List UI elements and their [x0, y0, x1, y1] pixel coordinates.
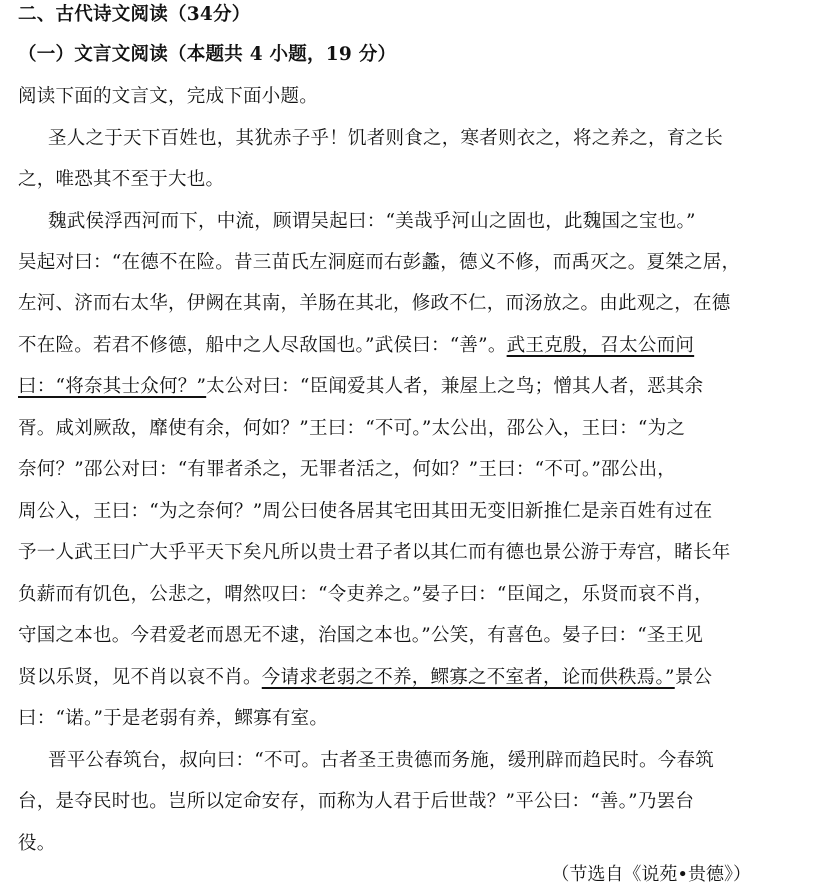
passage-line: 之，唯恐其不至于大也。 — [18, 169, 225, 190]
passage-line: 胥。咸刘厥敌，靡使有余，何如？”王曰：“不可。”太公出，邵公入，王曰：“为之 — [18, 418, 686, 439]
passage-segment: 不在险。若君不修德，船中之人尽敌国也。”武侯曰：“善”。 — [18, 335, 507, 356]
passage-line: 晋平公春筑台，叔向曰：“不可。古者圣王贵德而务施，缓刑辟而趋民时。今春筑 — [48, 750, 714, 771]
passage-line: 曰：“诺。”于是老弱有养，鳏寡有室。 — [18, 708, 329, 729]
underlined-sentence: 曰：“将奈其士众何？” — [18, 376, 207, 397]
passage-line: 役。 — [18, 833, 56, 854]
instruction-text: 阅读下面的文言文，完成下面小题。 — [18, 86, 319, 107]
passage-segment: 贤以乐贤，见不肖以哀不肖。 — [18, 667, 262, 688]
passage-line: 左河、济而右太华，伊阙在其南，羊肠在其北，修政不仁，而汤放之。由此观之，在德 — [18, 293, 731, 314]
passage-line: 圣人之于天下百姓也，其犹赤子乎！饥者则食之，寒者则衣之，将之养之，育之长 — [48, 128, 724, 149]
passage-line — [18, 374, 808, 400]
passage-line: 魏武侯浮西河而下，中流，顾谓吴起曰：“美哉乎河山之固也，此魏国之宝也。” — [48, 211, 696, 232]
source-citation: （节选自《说苑•贵德》） — [551, 864, 751, 885]
passage-segment: 太公对曰：“臣闻爱其人者，兼屋上之鸟；憎其人者，恶其余 — [206, 376, 704, 397]
passage-line: 守国之本也。今君爱老而恩无不逮，治国之本也。”公笑，有喜色。晏子曰：“圣王见 — [18, 625, 704, 646]
passage-line: 予一人武王曰广大乎平天下矣凡所以贵士君子者以其仁而有德也景公游于寿宫，睹长年 — [18, 542, 731, 563]
subsection-title: （一）文言文阅读（本题共 4 小题，19 分） — [18, 44, 397, 65]
underlined-sentence: 武王克殷，召太公而问 — [506, 335, 695, 356]
passage-line: 周公入，王曰：“为之奈何？”周公曰使各居其宅田其田无变旧新推仁是亲百姓有过在 — [18, 501, 713, 522]
passage-line — [18, 665, 808, 691]
passage-segment: 景公 — [674, 667, 713, 688]
passage-line: 负薪而有饥色，公悲之，喟然叹曰：“令吏养之。”晏子曰：“臣闻之，乐贤而哀不肖， — [18, 584, 713, 605]
passage-line: 吴起对曰：“在德不在险。昔三苗氏左洞庭而右彭蠡，德义不修，而禹灭之。夏桀之居， — [18, 252, 741, 273]
underlined-sentence: 今请求老弱之不养，鳏寡之不室者，论而供秩焉。” — [261, 667, 675, 688]
section-title: 二、古代诗文阅读（34分） — [18, 4, 251, 25]
passage-line: 奈何？”邵公对曰：“有罪者杀之，无罪者活之，何如？”王曰：“不可。”邵公出， — [18, 459, 677, 480]
passage-line — [18, 333, 808, 359]
passage-line: 台，是夺民时也。岂所以定命安存，而称为人君于后世哉？”平公曰：“善。”乃罢台 — [18, 791, 695, 812]
